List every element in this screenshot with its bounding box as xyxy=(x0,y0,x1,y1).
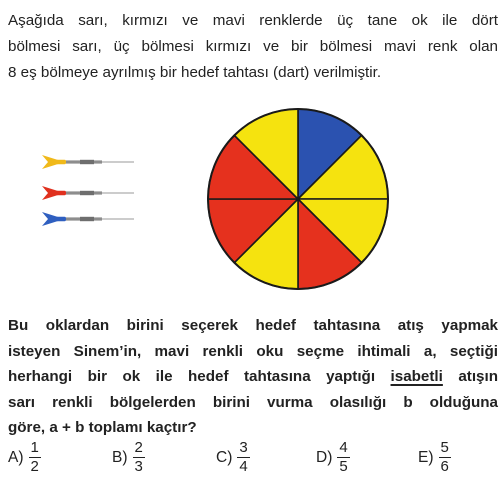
denominator: 2 xyxy=(30,458,39,475)
question-line-2: isteyen Sinem’in, mavi renkli oku seçme ihtimali a, seçtiği xyxy=(8,342,498,360)
option-fraction xyxy=(337,440,349,475)
option-a[interactable] xyxy=(8,440,41,475)
option-b[interactable] xyxy=(112,440,145,475)
denominator: 3 xyxy=(134,458,143,475)
option-fraction xyxy=(439,440,451,475)
numerator: 5 xyxy=(440,439,449,456)
option-fraction xyxy=(237,440,249,475)
question-text xyxy=(8,313,498,441)
dartboard xyxy=(205,106,391,292)
dart-yellow xyxy=(42,155,134,169)
question-line-1: Bu oklardan birini seçerek hedef tahtasına atış yapmak xyxy=(8,317,498,334)
numerator: 3 xyxy=(239,439,248,456)
denominator: 5 xyxy=(339,458,348,475)
question-line-5: göre, a + b toplamı kaçtır? xyxy=(8,419,197,436)
underlined-word: isabetli xyxy=(390,368,443,385)
option-c[interactable] xyxy=(216,440,250,475)
numerator: 4 xyxy=(339,439,348,456)
dart-blue xyxy=(42,212,134,226)
answer-options xyxy=(8,440,498,484)
denominator: 6 xyxy=(440,458,449,475)
dart-red xyxy=(42,186,134,200)
question-line-4: sarı renkli bölgelerden birini vurma olasılığı b olduğuna xyxy=(8,393,498,411)
option-label: A) xyxy=(8,448,24,466)
option-label: D) xyxy=(316,448,333,466)
option-d[interactable] xyxy=(316,440,350,475)
option-fraction xyxy=(29,440,41,475)
option-label: B) xyxy=(112,448,128,466)
numerator: 2 xyxy=(134,439,143,456)
option-label: C) xyxy=(216,448,233,466)
intro-line-3: 8 eş bölmeye ayrılmış bir hedef tahtası (dart) verilmiştir. xyxy=(8,64,382,81)
intro-text xyxy=(8,8,498,86)
question-line-3: herhangi bir ok ile hedef tahtasına yaptığı isabetli atışın xyxy=(8,368,499,385)
option-e[interactable] xyxy=(418,440,451,475)
option-label: E) xyxy=(418,448,434,466)
intro-line-1: Aşağıda sarı, kırmızı ve mavi renklerde üç tane ok ile dört xyxy=(8,12,498,29)
numerator: 1 xyxy=(30,439,39,456)
option-fraction xyxy=(133,440,145,475)
denominator: 4 xyxy=(239,458,248,475)
intro-line-2: bölmesi sarı, üç bölmesi kırmızı ve bir bölmesi mavi renk olan xyxy=(8,38,498,55)
darts-illustration xyxy=(40,150,140,240)
